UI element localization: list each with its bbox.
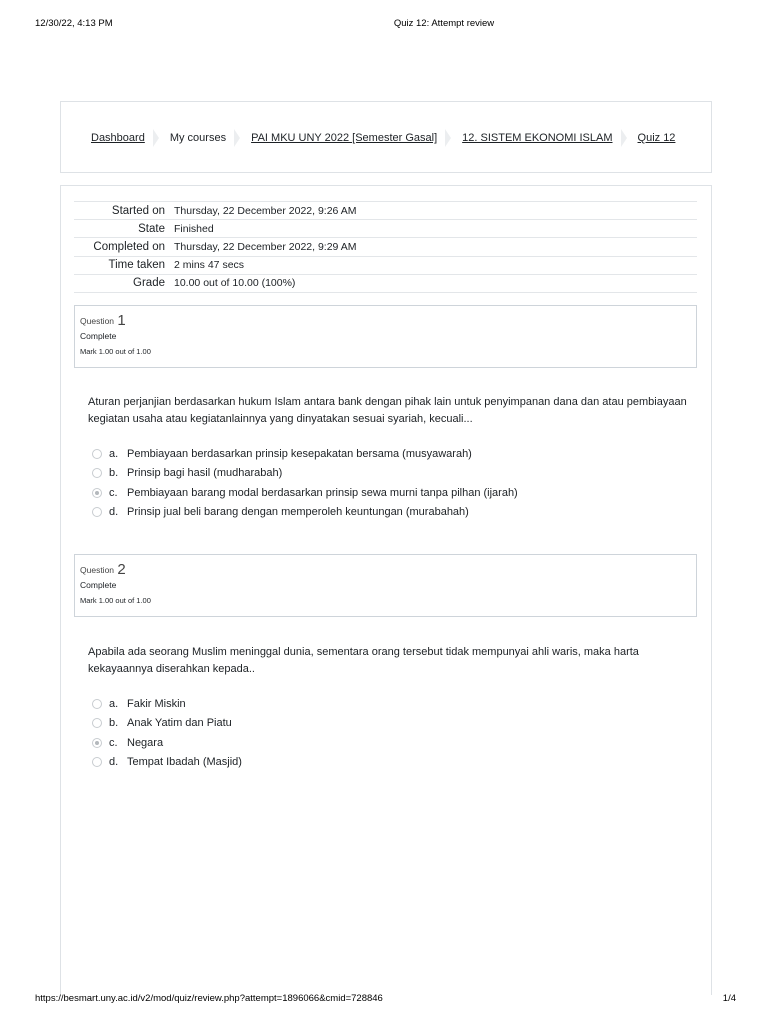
answer-option — [92, 483, 652, 503]
question-info-1 — [74, 305, 697, 368]
completed-on-label: Completed on — [93, 240, 165, 253]
radio-button[interactable] — [92, 468, 102, 478]
breadcrumb-my-courses[interactable]: My courses — [169, 132, 227, 144]
breadcrumb-separator — [234, 129, 240, 147]
print-page-title: Quiz 12: Attempt review — [393, 18, 495, 29]
time-taken-label: Time taken — [108, 259, 165, 272]
completed-on-value: Thursday, 22 December 2022, 9:29 AM — [174, 240, 357, 253]
answer-option — [92, 444, 652, 464]
radio-button[interactable] — [92, 449, 102, 459]
question-mark: Mark 1.00 out of 1.00 — [80, 596, 151, 605]
answer-letter: b. — [109, 467, 119, 480]
summary-row-started — [74, 202, 697, 220]
question-number — [80, 312, 696, 328]
answer-letter: d. — [109, 756, 119, 769]
started-on-label: Started on — [111, 204, 165, 217]
answer-text: Pembiayaan berdasarkan prinsip kesepakatan bersama (musyawarah) — [127, 447, 472, 460]
answer-text: Negara — [127, 736, 164, 749]
state-value: Finished — [174, 222, 214, 235]
print-page-number: 1/4 — [722, 993, 736, 1004]
answer-option — [92, 733, 652, 753]
question-info-2 — [74, 554, 697, 617]
answer-option — [92, 714, 652, 734]
summary-row-state — [74, 220, 697, 238]
grade-value — [174, 274, 697, 292]
question-state: Complete — [80, 331, 117, 341]
answer-letter: d. — [109, 506, 119, 519]
answer-text: Prinsip jual beli barang dengan memperoleh keuntungan (murabahah) — [127, 506, 469, 519]
breadcrumb-course[interactable]: PAI MKU UNY 2022 [Semester Gasal] — [251, 132, 438, 144]
question-number — [80, 561, 696, 577]
started-on-value: Thursday, 22 December 2022, 9:26 AM — [174, 204, 357, 217]
question-state: Complete — [80, 580, 117, 590]
question-mark: Mark 1.00 out of 1.00 — [80, 347, 151, 356]
answer-letter: b. — [109, 717, 119, 730]
answer-letter: a. — [109, 447, 119, 460]
breadcrumb-container — [60, 101, 712, 173]
answer-letter: c. — [109, 736, 118, 749]
grade-label: Grade — [133, 277, 165, 290]
breadcrumb-separator — [445, 129, 451, 147]
answer-list-2 — [92, 694, 652, 772]
breadcrumb-section[interactable]: 12. SISTEM EKONOMI ISLAM — [462, 132, 613, 144]
answer-text: Tempat Ibadah (Masjid) — [127, 756, 242, 769]
answer-text: Prinsip bagi hasil (mudharabah) — [127, 467, 283, 480]
answer-text: Fakir Miskin — [127, 697, 186, 710]
breadcrumb-separator — [153, 129, 159, 147]
question-number-value: 2 — [117, 561, 126, 578]
breadcrumb-quiz[interactable]: Quiz 12 — [637, 132, 676, 144]
answer-option — [92, 753, 652, 773]
print-header — [0, 18, 768, 32]
question-text-2: Apabila ada seorang Muslim meninggal dunia, sementara orang tersebut tidak mempunyai ahli waris, maka harta kekayaannya diserahkan kepada.. — [88, 646, 639, 675]
answer-text: Anak Yatim dan Piatu — [127, 717, 232, 730]
radio-button-selected[interactable] — [92, 738, 102, 748]
breadcrumb-dashboard[interactable]: Dashboard — [91, 132, 145, 144]
radio-button[interactable] — [92, 718, 102, 728]
attempt-summary-table — [74, 201, 697, 293]
print-datetime: 12/30/22, 4:13 PM — [35, 18, 113, 29]
answer-option — [92, 694, 652, 714]
question-label: Question — [80, 316, 115, 326]
radio-button[interactable] — [92, 507, 102, 517]
answer-text: Pembiayaan barang modal berdasarkan prinsip sewa murni tanpa pilhan (ijarah) — [127, 486, 518, 499]
radio-button-selected[interactable] — [92, 488, 102, 498]
answer-letter: a. — [109, 697, 119, 710]
radio-button[interactable] — [92, 699, 102, 709]
answer-option — [92, 464, 652, 484]
grade-score: 10.00 — [174, 277, 201, 290]
breadcrumb — [61, 129, 711, 147]
time-taken-value: 2 mins 47 secs — [174, 259, 245, 272]
question-label: Question — [80, 565, 115, 575]
question-text-1: Aturan perjanjian berdasarkan hukum Islam antara bank dengan pihak lain untuk penyimpanan dana dan atau pembiayaan kegiatan usaha atau kegiatanlainnya yang dinyatakan sesuai syariah, kecuali... — [88, 396, 687, 425]
answer-letter: c. — [109, 486, 118, 499]
answer-option — [92, 503, 652, 523]
print-footer — [0, 993, 768, 1007]
summary-row-time — [74, 256, 697, 274]
radio-button[interactable] — [92, 757, 102, 767]
answer-list-1 — [92, 444, 652, 522]
breadcrumb-separator — [621, 129, 627, 147]
summary-row-completed — [74, 238, 697, 256]
grade-out-of: out of 10.00 (100%) — [200, 277, 296, 290]
summary-row-grade — [74, 274, 697, 292]
print-url: https://besmart.uny.ac.id/v2/mod/quiz/review.php?attempt=1896066&cmid=728846 — [35, 993, 383, 1004]
state-label: State — [138, 222, 165, 235]
question-number-value: 1 — [117, 312, 126, 329]
